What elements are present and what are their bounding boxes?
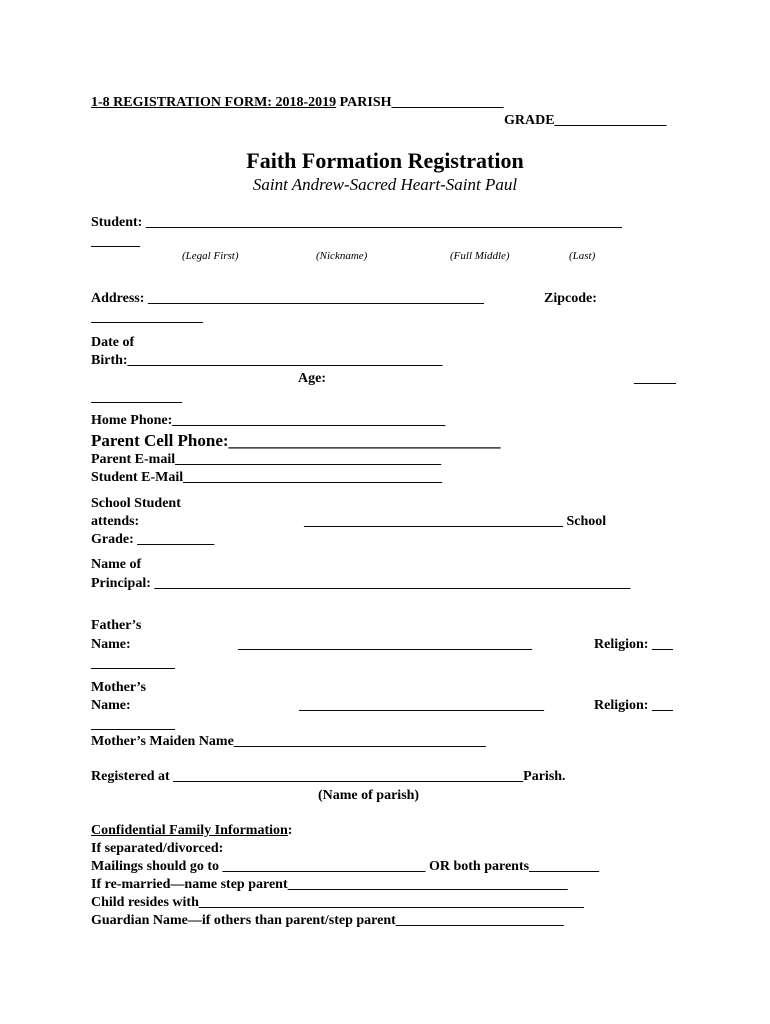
form-label: 1-8 REGISTRATION FORM: 2018-2019 bbox=[91, 95, 337, 110]
guardian-name-field[interactable]: Guardian Name—if others than parent/step parent________________________ bbox=[91, 913, 564, 928]
confidential-heading-colon: : bbox=[287, 823, 293, 838]
father-name-label: Name: bbox=[91, 637, 131, 652]
dob-label: Date of bbox=[91, 335, 135, 350]
page-title: Faith Formation Registration bbox=[246, 148, 524, 173]
school-grade-field[interactable]: Grade: ___________ bbox=[91, 532, 215, 547]
zipcode-field[interactable]: ________________ bbox=[91, 310, 203, 325]
page-subtitle: Saint Andrew-Sacred Heart-Saint Paul bbox=[252, 175, 518, 194]
father-label: Father’s bbox=[91, 618, 142, 633]
student-name-field[interactable]: Student: ____________________________________________________________________ bbox=[91, 215, 622, 230]
address-field[interactable]: Address: ________________________________________________ bbox=[91, 291, 484, 306]
hint-last: (Last) bbox=[569, 250, 596, 262]
student-name-line-continued[interactable]: _______ bbox=[91, 234, 140, 249]
parent-email-field[interactable]: Parent E-mail______________________________________ bbox=[91, 452, 442, 467]
dob-field[interactable]: Birth:_____________________________________________ bbox=[91, 353, 443, 368]
father-name-field[interactable]: __________________________________________ bbox=[238, 637, 532, 652]
student-email-field[interactable]: Student E-Mail_____________________________________ bbox=[91, 470, 443, 485]
grade-field[interactable]: GRADE________________ bbox=[504, 113, 667, 128]
school-attends-label: attends: bbox=[91, 514, 140, 529]
registered-parish-hint: (Name of parish) bbox=[318, 788, 420, 803]
age-label: Age: bbox=[298, 371, 326, 386]
mother-name-label: Name: bbox=[91, 698, 131, 713]
zipcode-label: Zipcode: bbox=[544, 291, 597, 306]
mother-name-field[interactable]: ___________________________________ bbox=[299, 698, 544, 713]
mother-maiden-name-field[interactable]: Mother’s Maiden Name____________________________________ bbox=[91, 734, 486, 749]
mother-religion-field-continued[interactable]: ____________ bbox=[91, 717, 175, 732]
father-religion-field[interactable]: Religion: ___ bbox=[594, 637, 673, 652]
hint-nickname: (Nickname) bbox=[316, 250, 368, 262]
form-header bbox=[91, 94, 504, 111]
principal-label: Name of bbox=[91, 557, 142, 572]
mailings-field[interactable]: Mailings should go to _____________________________ OR both parents__________ bbox=[91, 859, 600, 874]
child-resides-field[interactable]: Child resides with_______________________________________________________ bbox=[91, 895, 584, 910]
hint-legal-first: (Legal First) bbox=[182, 250, 239, 262]
school-label: School Student bbox=[91, 496, 181, 511]
parish-field[interactable]: PARISH________________ bbox=[339, 95, 504, 110]
age-field-continued[interactable]: _____________ bbox=[91, 390, 182, 405]
mother-religion-field[interactable]: Religion: ___ bbox=[594, 698, 673, 713]
step-parent-field[interactable]: If re-married—name step parent________________________________________ bbox=[91, 877, 568, 892]
confidential-heading bbox=[91, 822, 292, 839]
separated-label: If separated/divorced: bbox=[91, 841, 224, 856]
parent-cell-phone-field[interactable]: Parent Cell Phone:________________________________ bbox=[91, 431, 501, 450]
home-phone-field[interactable]: Home Phone:_______________________________________ bbox=[91, 413, 446, 428]
age-field[interactable]: ______ bbox=[634, 371, 676, 386]
registered-parish-field[interactable]: Registered at __________________________________________________Parish. bbox=[91, 769, 566, 784]
principal-field[interactable]: Principal: ____________________________________________________________________ bbox=[91, 576, 631, 591]
mother-label: Mother’s bbox=[91, 680, 146, 695]
confidential-heading-text: Confidential Family Information bbox=[91, 823, 288, 838]
hint-full-middle: (Full Middle) bbox=[450, 250, 510, 262]
father-religion-field-continued[interactable]: ____________ bbox=[91, 656, 175, 671]
school-field[interactable]: _____________________________________ School bbox=[304, 514, 607, 529]
